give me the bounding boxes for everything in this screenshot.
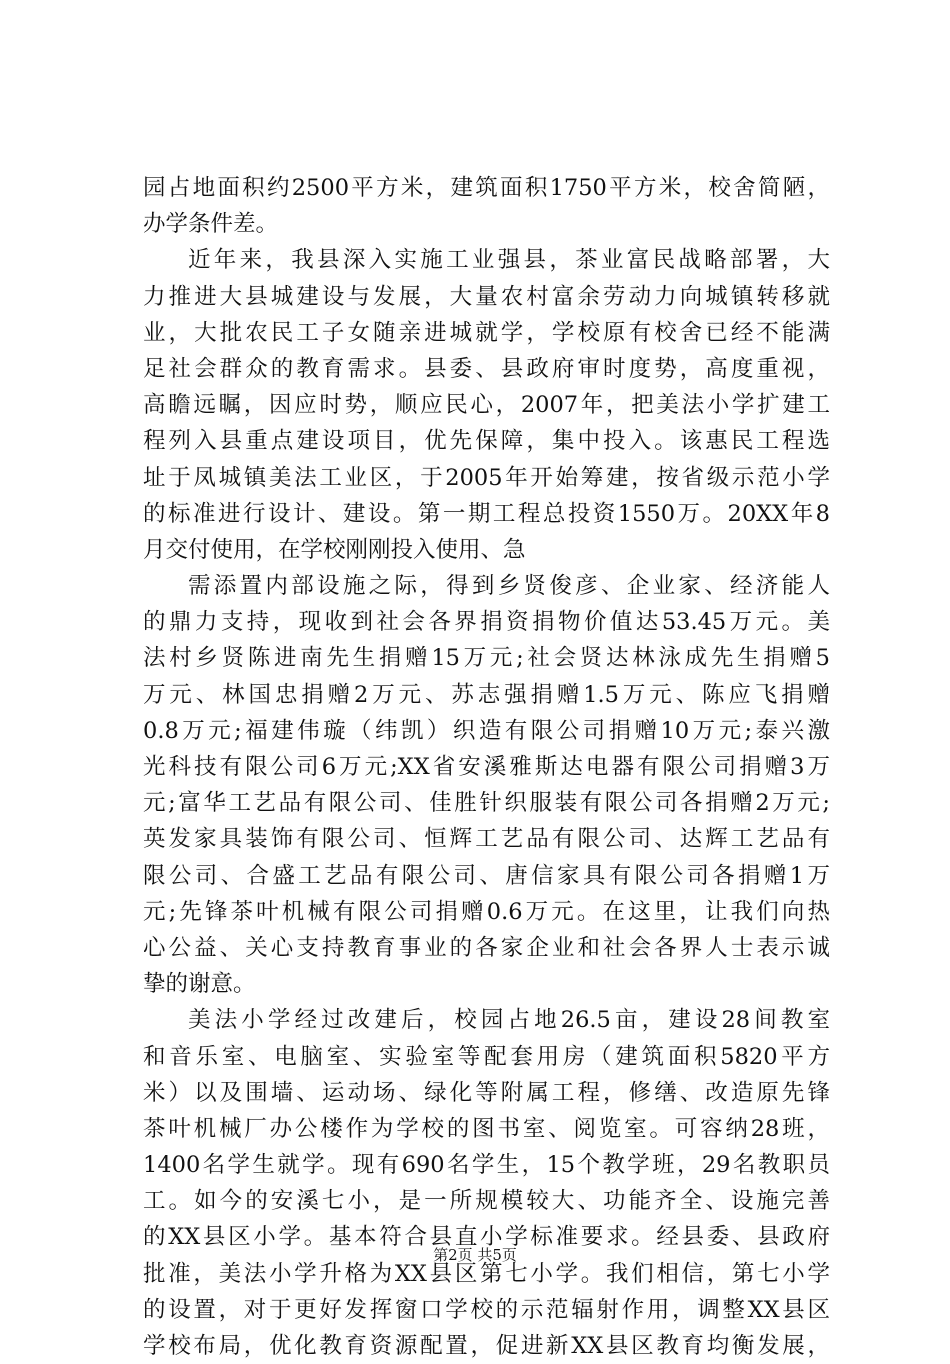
text-line: 和音乐室、电脑室、实验室等配套用房（建筑面积5820平方 [143,1043,830,1070]
text-line: 园占地面积约2500平方米，建筑面积1750平方米，校舍简陋， [143,175,830,201]
text-line: 万元、林国忠捐赠2万元、苏志强捐赠1.5万元、陈应飞捐赠 [143,681,830,708]
text-line: 学校布局，优化教育资源配置，促进新XX县区教育均衡发展， [143,1333,830,1359]
text-line: 批准，美法小学升格为XX县区第七小学。我们相信，第七小学 [143,1260,830,1287]
page-footer: 第2页 共5页 [433,1246,517,1264]
text-line: 挚的谢意。 [143,971,256,998]
text-line: 茶叶机械厂办公楼作为学校的图书室、阅览室。可容纳28班， [143,1115,830,1142]
text-line: 的设置，对于更好发挥窗口学校的示范辐射作用，调整XX县区 [143,1296,830,1323]
text-line: 业，大批农民工子女随亲进城就学，学校原有校舍已经不能满 [143,319,830,346]
text-line: 心公益、关心支持教育事业的各家企业和社会各界人士表示诚 [143,934,830,961]
body-text [143,170,830,1364]
text-line: 的鼎力支持，现收到社会各界捐资捐物价值达53.45万元。美 [143,609,830,636]
text-line: 近年来，我县深入实施工业强县，茶业富民战略部署，大 [188,247,830,274]
text-line: 0.8万元;福建伟璇（纬凯）织造有限公司捐赠10万元;泰兴激 [143,717,830,744]
text-line: 法村乡贤陈进南先生捐赠15万元;社会贤达林泳成先生捐赠5 [143,645,830,672]
text-line: 程列入县重点建设项目，优先保障，集中投入。该惠民工程选 [143,428,830,455]
text-line: 限公司、合盛工艺品有限公司、唐信家具有限公司各捐赠1万 [143,862,830,889]
text-line: 英发家具装饰有限公司、恒辉工艺品有限公司、达辉工艺品有 [143,826,830,853]
text-line: 高瞻远瞩，因应时势，顺应民心，2007年，把美法小学扩建工 [143,392,830,419]
text-line: 址于凤城镇美法工业区，于2005年开始筹建，按省级示范小学 [143,464,830,491]
text-line: 元;先锋茶叶机械有限公司捐赠0.6万元。在这里，让我们向热 [143,898,830,925]
text-line: 月交付使用，在学校刚刚投入使用、急 [143,536,526,563]
text-line: 元;富华工艺品有限公司、佳胜针织服装有限公司各捐赠2万元; [143,790,830,817]
text-line: 力推进大县城建设与发展，大量农村富余劳动力向城镇转移就 [143,283,830,310]
text-line: 的标准进行设计、建设。第一期工程总投资1550万。20XX年8 [143,500,830,527]
text-line: 需添置内部设施之际，得到乡贤俊彦、企业家、经济能人 [188,573,830,600]
text-line: 工。如今的安溪七小，是一所规模较大、功能齐全、设施完善 [143,1188,830,1215]
text-line: 米）以及围墙、运动场、绿化等附属工程，修缮、改造原先锋 [143,1079,830,1106]
text-line: 足社会群众的教育需求。县委、县政府审时度势，高度重视， [143,355,830,382]
text-line: 1400名学生就学。现有690名学生，15个教学班，29名教职员 [143,1152,830,1179]
text-line: 办学条件差。 [143,211,279,238]
text-line: 光科技有限公司6万元;XX省安溪雅斯达电器有限公司捐赠3万 [143,754,830,780]
text-line: 的XX县区小学。基本符合县直小学标准要求。经县委、县政府 [143,1224,830,1251]
text-line: 美法小学经过改建后，校园占地26.5亩，建设28间教室 [188,1007,830,1034]
